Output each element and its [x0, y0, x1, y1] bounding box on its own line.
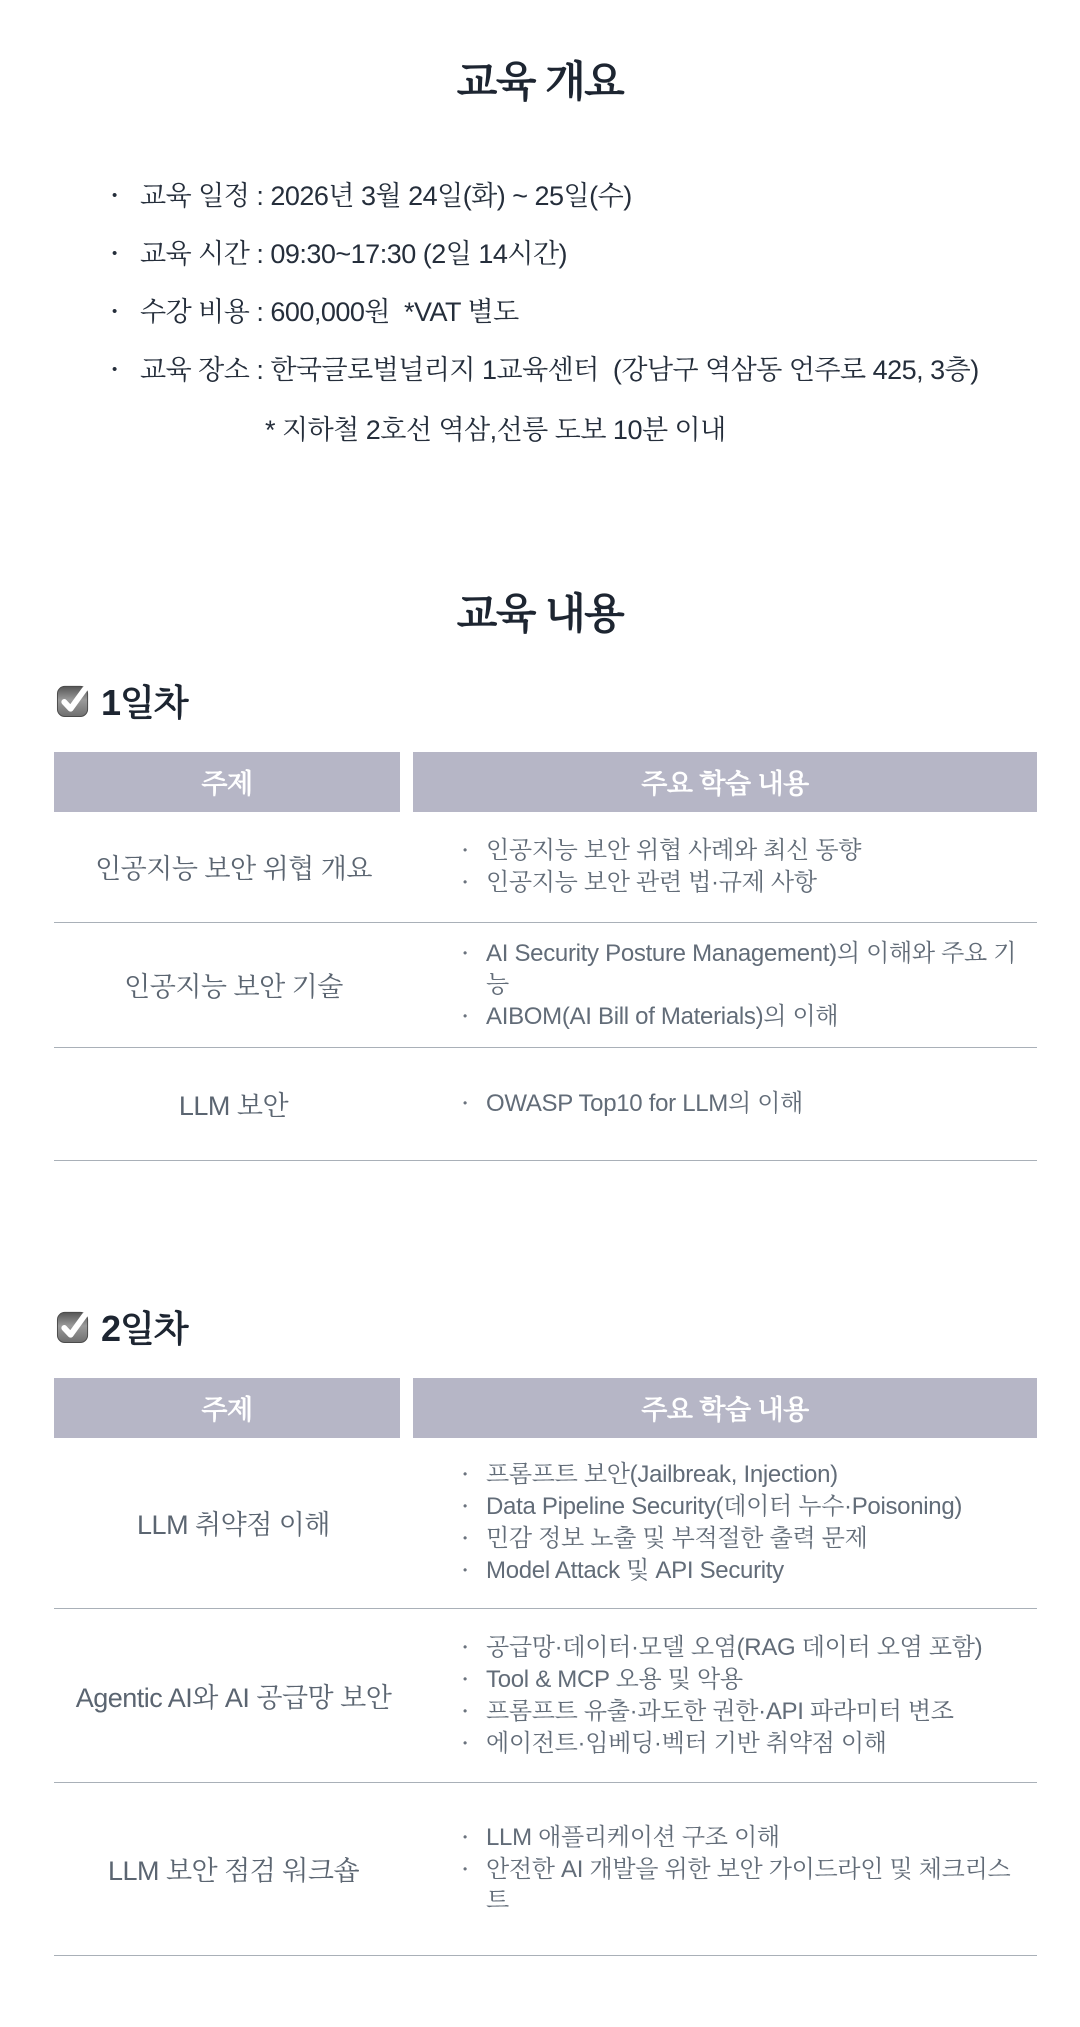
point-item	[463, 1491, 1027, 1522]
point-item	[463, 1632, 1027, 1663]
point-text: 인공지능 보안 위협 사례와 최신 동향	[486, 837, 862, 865]
topic-cell: LLM 취약점 이해	[137, 1510, 330, 1541]
overview-item	[112, 236, 1080, 272]
point-item	[463, 1459, 1027, 1490]
table-header-row	[54, 752, 1037, 812]
table-row	[54, 1783, 1037, 1956]
point-text: AI Security Posture Management)의 이해와 주요 기능	[486, 939, 1017, 998]
table-row	[54, 1609, 1037, 1783]
table-header-topic: 주제	[54, 1378, 400, 1438]
table-row	[54, 812, 1037, 923]
topic-cell: LLM 보안 점검 워크숍	[107, 1856, 360, 1887]
overview-item	[112, 294, 1080, 330]
point-item	[463, 1088, 1027, 1119]
points-cell	[413, 1617, 1037, 1774]
point-text: LLM 애플리케이션 구조 이해	[486, 1823, 780, 1851]
bullet-icon: •	[112, 303, 117, 321]
point-item	[463, 1696, 1027, 1727]
bullet-icon: •	[463, 1531, 467, 1546]
bullet-icon: •	[463, 843, 467, 858]
point-item	[463, 1728, 1027, 1759]
day-section	[0, 1301, 1080, 1956]
point-text: 에이전트·임베딩·벡터 기반 취약점 이해	[486, 1729, 887, 1757]
checkbox-checked-icon	[56, 1309, 91, 1344]
checkbox-checked-icon	[56, 683, 91, 718]
bullet-icon: •	[463, 1861, 467, 1876]
point-text: Data Pipeline Security(데이터 누수·Poisoning)	[486, 1493, 963, 1521]
point-text: 프롬프트 유출·과도한 권한·API 파라미터 변조	[486, 1697, 954, 1725]
course-content-days	[0, 675, 1080, 1956]
bullet-icon: •	[463, 945, 467, 960]
bullet-icon: •	[112, 245, 117, 263]
bullet-icon: •	[463, 1703, 467, 1718]
point-item	[463, 835, 1027, 866]
point-text: 인공지능 보안 관련 법·규제 사항	[486, 869, 817, 897]
table-row	[54, 1048, 1037, 1161]
day-label: 1일차	[101, 681, 188, 723]
course-table	[54, 1378, 1037, 1956]
bullet-icon: •	[463, 1563, 467, 1578]
bullet-icon: •	[463, 1639, 467, 1654]
overview-item	[112, 352, 1080, 388]
points-cell	[413, 923, 1037, 1047]
point-text: 안전한 AI 개발을 위한 보안 가이드라인 및 체크리스트	[486, 1855, 1011, 1914]
day-section	[0, 675, 1080, 1161]
table-header-content: 주요 학습 내용	[413, 752, 1037, 812]
overview-item-text: 수강 비용 : 600,000원 *VAT 별도	[140, 297, 519, 328]
points-cell	[413, 820, 1037, 913]
table-header-topic: 주제	[54, 752, 400, 812]
content-title: 교육 내용	[456, 590, 624, 638]
overview-section	[0, 58, 1080, 448]
table-header-row	[54, 1378, 1037, 1438]
point-text: 프롬프트 보안(Jailbreak, Injection)	[486, 1461, 838, 1489]
course-table	[54, 752, 1037, 1161]
point-text: 민감 정보 노출 및 부적절한 출력 문제	[486, 1525, 868, 1553]
points-cell	[413, 1073, 1037, 1134]
point-item	[463, 1523, 1027, 1554]
bullet-icon: •	[463, 1467, 467, 1482]
bullet-icon: •	[112, 361, 117, 379]
point-item	[463, 1854, 1027, 1916]
topic-cell: Agentic AI와 AI 공급망 보안	[75, 1682, 392, 1713]
point-text: Tool & MCP 오용 및 악용	[486, 1665, 743, 1693]
point-item	[463, 938, 1027, 1000]
topic-cell: 인공지능 보안 위협 개요	[95, 854, 372, 885]
topic-cell: 인공지능 보안 기술	[124, 972, 343, 1003]
content-section	[0, 590, 1080, 1955]
overview-item-text: 교육 시간 : 09:30~17:30 (2일 14시간)	[140, 239, 568, 270]
point-text: Model Attack 및 API Security	[486, 1557, 784, 1585]
table-header-content: 주요 학습 내용	[413, 1378, 1037, 1438]
point-item	[463, 1822, 1027, 1853]
point-text: AIBOM(AI Bill of Materials)의 이해	[486, 1002, 839, 1030]
bullet-icon: •	[463, 875, 467, 890]
day-heading	[56, 675, 1080, 726]
overview-item-text: 교육 장소 : 한국글로벌널리지 1교육센터 (강남구 역삼동 언주로 425, 3층)	[140, 355, 979, 386]
bullet-icon: •	[463, 1008, 467, 1023]
point-item	[463, 1001, 1027, 1032]
bullet-icon: •	[463, 1671, 467, 1686]
point-item	[463, 867, 1027, 898]
table-body	[54, 1438, 1037, 1956]
overview-list	[0, 178, 1080, 388]
points-cell	[413, 1444, 1037, 1601]
table-body	[54, 812, 1037, 1161]
bullet-icon: •	[463, 1096, 467, 1111]
topic-cell: LLM 보안	[178, 1091, 289, 1122]
overview-title: 교육 개요	[456, 58, 624, 105]
points-cell	[413, 1807, 1037, 1931]
bullet-icon: •	[112, 187, 117, 205]
bullet-icon: •	[463, 1735, 467, 1750]
bullet-icon: •	[463, 1829, 467, 1844]
table-row	[54, 1438, 1037, 1609]
point-text: OWASP Top10 for LLM의 이해	[486, 1090, 803, 1118]
bullet-icon: •	[463, 1499, 467, 1514]
table-row	[54, 923, 1037, 1048]
overview-item	[112, 178, 1080, 214]
point-item	[463, 1555, 1027, 1586]
day-label: 2일차	[101, 1307, 188, 1349]
point-text: 공급망·데이터·모델 오염(RAG 데이터 오염 포함)	[486, 1633, 983, 1661]
overview-item-text: 교육 일정 : 2026년 3월 24일(화) ~ 25일(수)	[140, 181, 632, 212]
point-item	[463, 1664, 1027, 1695]
location-note: * 지하철 2호선 역삼,선릉 도보 10분 이내	[265, 415, 726, 446]
day-heading	[56, 1301, 1080, 1352]
